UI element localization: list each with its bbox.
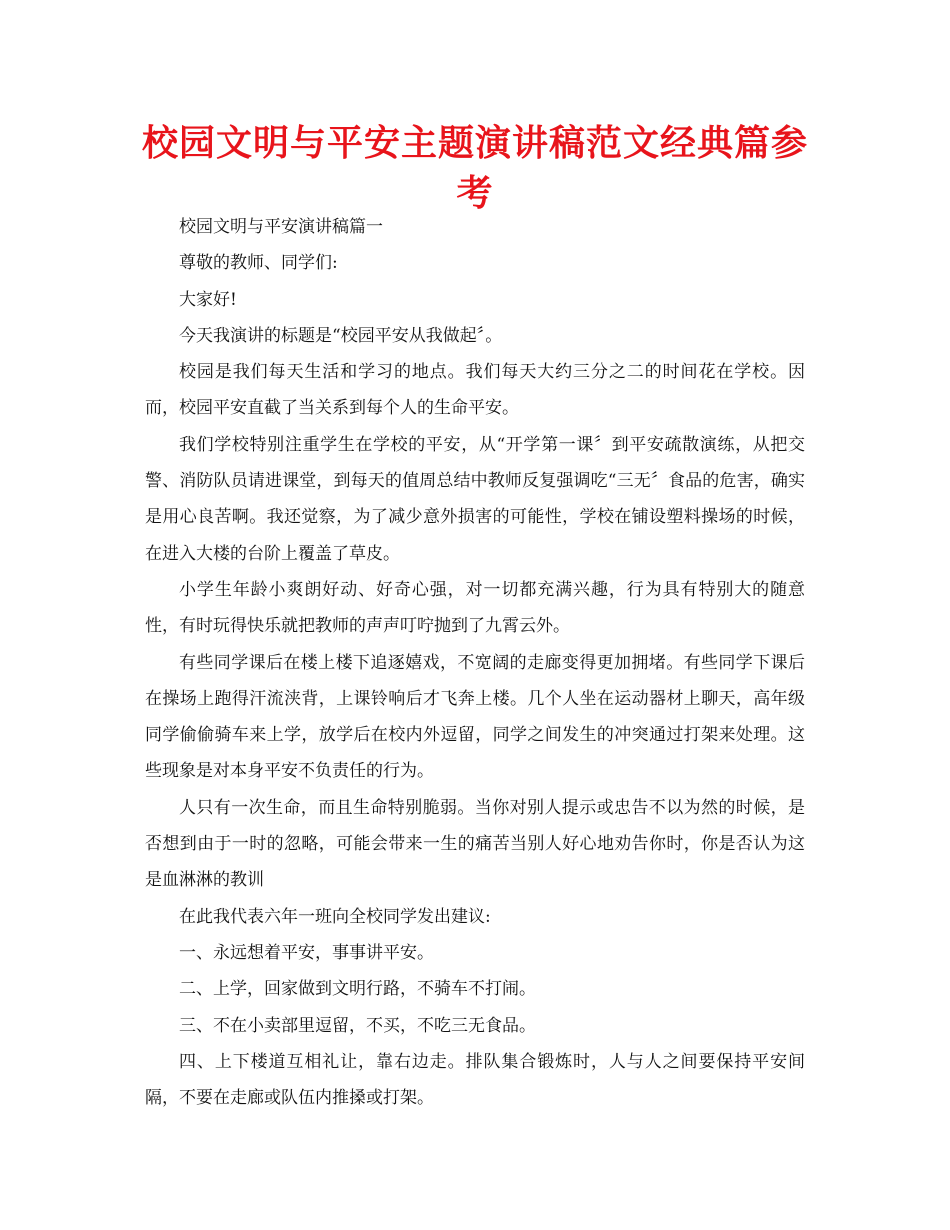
paragraph: 在此我代表六年一班向全校同学发出建议: [179, 906, 491, 927]
paragraph: 今天我演讲的标题是“校园平安从我做起〞。 [179, 325, 503, 346]
document-body [145, 209, 805, 1116]
paragraph: 校园文明与平安演讲稿篇一 [179, 217, 383, 237]
paragraph: 尊敬的教师、同学们: [179, 253, 338, 274]
document-title: 校园文明与平安主题演讲稿范文经典篇参考 [141, 122, 808, 214]
paragraph: 一、永远想着平安，事事讲平安。 [179, 942, 434, 963]
paragraph: 四、上下楼道互相礼让，靠右边走。排队集合锻炼时，人与人之间要保持平安间隔，不要在走廊或队伍内推搡或打架。 [145, 1051, 805, 1109]
paragraph: 大家好! [179, 289, 237, 310]
paragraph: 我们学校特别注重学生在学校的平安，从“开学第一课〞到平安疏散演练，从把交警、消防队员请进课堂，到每天的值周总结中教师反复强调吃“三无〞食品的危害，确实是用心良苦啊。我还觉察，为了减少意外损害的可能性，学校在铺设塑料操场的时候，在进入大楼的台阶上覆盖了草皮。 [145, 434, 805, 564]
paragraph: 有些同学课后在楼上楼下追逐嬉戏，不宽阔的走廊变得更加拥堵。有些同学下课后在操场上跑得汗流浃背，上课铃响后才飞奔上楼。几个人坐在运动器材上聊天，高年级同学偷偷骑车来上学，放学后在校内外逗留，同学之间发生的冲突通过打架来处理。这些现象是对本身平安不负责任的行为。 [145, 652, 805, 782]
paragraph: 二、上学，回家做到文明行路，不骑车不打闹。 [179, 979, 536, 1000]
paragraph: 三、不在小卖部里逗留，不买，不吃三无食品。 [179, 1015, 536, 1036]
paragraph: 校园是我们每天生活和学习的地点。我们每天大约三分之二的时间花在学校。因而，校园平安直截了当关系到每个人的生命平安。 [145, 362, 805, 419]
paragraph: 小学生年龄小爽朗好动、好奇心强，对一切都充满兴趣，行为具有特别大的随意性，有时玩得快乐就把教师的声声叮咛抛到了九霄云外。 [145, 579, 805, 637]
paragraph: 人只有一次生命，而且生命特别脆弱。当你对别人提示或忠告不以为然的时候，是否想到由于一时的忽略，可能会带来一生的痛苦当别人好心地劝告你时，你是否认为这是血淋淋的教训 [145, 797, 805, 891]
